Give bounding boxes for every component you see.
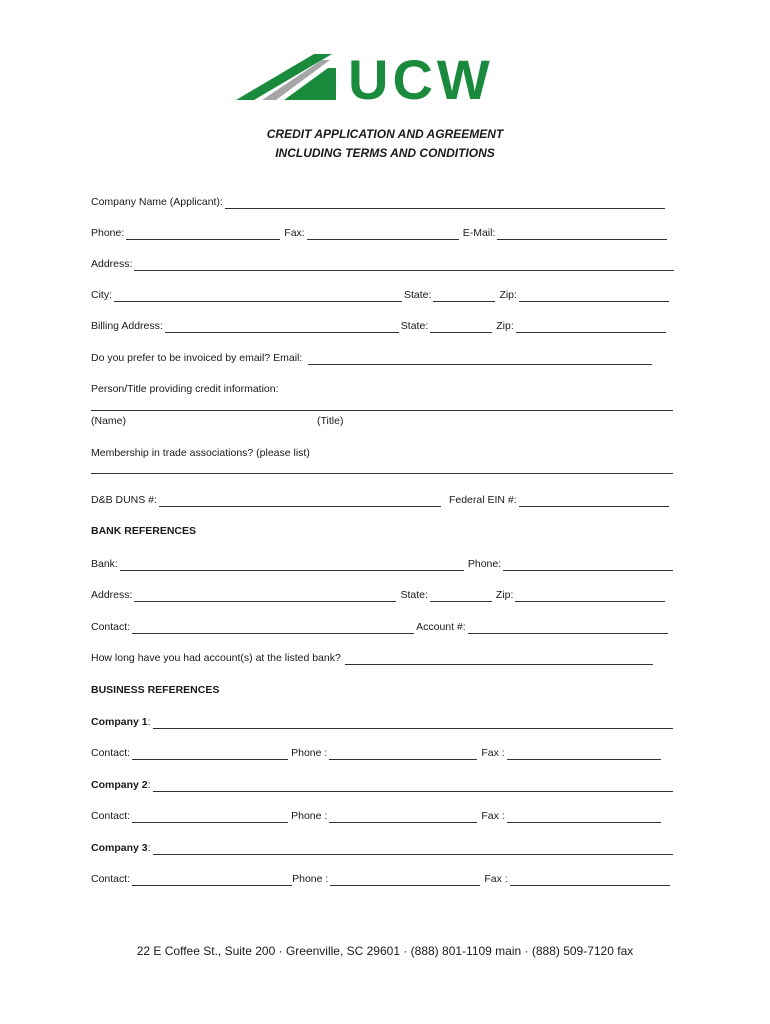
bank-field[interactable] <box>120 559 464 571</box>
bank-state-label: State: <box>400 589 428 601</box>
address-field[interactable] <box>134 259 674 271</box>
bank-contact-label: Contact: <box>91 621 131 633</box>
person-title-row <box>91 383 281 396</box>
form-title-line-2: INCLUDING TERMS AND CONDITIONS <box>275 146 495 160</box>
company-1-colon: : <box>147 716 151 728</box>
name-caption: (Name) <box>91 415 127 427</box>
company-3-contact-field[interactable] <box>132 874 292 886</box>
email-label: E-Mail: <box>462 227 496 239</box>
city-state-zip-row <box>91 289 669 302</box>
company-2-field[interactable] <box>153 780 673 792</box>
membership-row <box>91 447 312 460</box>
company-2-contact-label: Contact: <box>91 810 131 822</box>
company-2-phone-label: Phone : <box>291 810 328 822</box>
company-1-phone-field[interactable] <box>329 748 477 760</box>
company-1-row <box>91 716 673 729</box>
company-2-contact-field[interactable] <box>132 811 288 823</box>
address-label: Address: <box>91 258 133 270</box>
bank-how-long-field[interactable] <box>345 653 653 665</box>
bank-contact-field[interactable] <box>132 622 414 634</box>
invoice-email-row <box>91 352 652 365</box>
fax-field[interactable] <box>307 228 459 240</box>
bank-how-long-row <box>91 652 653 665</box>
ucw-logo <box>236 52 536 102</box>
state-field[interactable] <box>433 290 495 302</box>
company-3-phone-field[interactable] <box>330 874 480 886</box>
phone-label: Phone: <box>91 227 125 239</box>
billing-state-label: State: <box>400 320 429 332</box>
ein-field[interactable] <box>519 495 669 507</box>
company-1-label: Company 1 <box>91 716 148 728</box>
invoice-email-field[interactable] <box>308 353 652 365</box>
company-1-fax-field[interactable] <box>507 748 661 760</box>
bank-phone-field[interactable] <box>503 559 673 571</box>
membership-label: Membership in trade associations? (please list) <box>91 447 310 459</box>
bank-label: Bank: <box>91 558 118 570</box>
bank-phone-label: Phone: <box>467 558 502 570</box>
bank-zip-label: Zip: <box>495 589 514 601</box>
logo-text: UCW <box>348 52 494 102</box>
bank-contact-row <box>91 621 668 634</box>
duns-ein-row <box>91 494 669 507</box>
phone-fax-email-row <box>91 227 667 240</box>
form-title-line-1: CREDIT APPLICATION AND AGREEMENT <box>266 127 504 141</box>
company-3-field[interactable] <box>153 843 673 855</box>
company-3-colon: : <box>147 842 151 854</box>
billing-address-row <box>91 320 666 333</box>
title-caption: (Title) <box>317 415 344 427</box>
company-3-contact-label: Contact: <box>91 873 131 885</box>
bank-zip-field[interactable] <box>515 590 665 602</box>
phone-field[interactable] <box>126 228 280 240</box>
company-1-contact-field[interactable] <box>132 748 288 760</box>
bank-state-field[interactable] <box>430 590 492 602</box>
company-1-contact-label: Contact: <box>91 747 131 759</box>
company-1-fax-label: Fax : <box>481 747 505 759</box>
person-title-field[interactable] <box>91 410 673 411</box>
company-2-colon: : <box>147 779 151 791</box>
company-1-contact-row <box>91 747 661 760</box>
company-2-contact-row <box>91 810 661 823</box>
company-3-row <box>91 842 673 855</box>
company-3-contact-row <box>91 873 670 886</box>
bank-address-field[interactable] <box>134 590 396 602</box>
ein-label: Federal EIN #: <box>448 494 517 506</box>
company-3-label: Company 3 <box>91 842 148 854</box>
address-row <box>91 258 674 271</box>
billing-zip-field[interactable] <box>516 321 666 333</box>
company-3-phone-label: Phone : <box>292 873 329 885</box>
company-name-field[interactable] <box>225 197 665 209</box>
membership-field[interactable] <box>91 473 673 474</box>
bank-address-row <box>91 589 665 602</box>
company-2-row <box>91 779 673 792</box>
company-1-field[interactable] <box>153 717 673 729</box>
bank-address-label: Address: <box>91 589 133 601</box>
business-references-heading: BUSINESS REFERENCES <box>91 684 220 696</box>
bank-account-label: Account #: <box>416 621 466 633</box>
company-1-phone-label: Phone : <box>291 747 328 759</box>
bank-how-long-label: How long have you had account(s) at the listed bank? <box>91 652 341 664</box>
bank-phone-row <box>91 558 673 571</box>
invoice-email-label: Do you prefer to be invoiced by email? Email: <box>91 352 303 364</box>
fax-label: Fax: <box>284 227 305 239</box>
company-2-fax-field[interactable] <box>507 811 661 823</box>
zip-label: Zip: <box>499 289 517 301</box>
company-name-label: Company Name (Applicant): <box>91 196 223 208</box>
company-3-fax-field[interactable] <box>510 874 670 886</box>
company-name-row <box>91 196 665 209</box>
state-label: State: <box>404 289 432 301</box>
person-title-label: Person/Title providing credit information: <box>91 383 279 395</box>
company-2-phone-field[interactable] <box>329 811 477 823</box>
billing-zip-label: Zip: <box>496 320 514 332</box>
zip-field[interactable] <box>519 290 669 302</box>
duns-label: D&B DUNS #: <box>91 494 157 506</box>
email-field[interactable] <box>497 228 667 240</box>
bank-account-field[interactable] <box>468 622 668 634</box>
duns-field[interactable] <box>159 495 441 507</box>
company-2-fax-label: Fax : <box>481 810 505 822</box>
billing-address-label: Billing Address: <box>91 320 163 332</box>
billing-address-field[interactable] <box>165 321 399 333</box>
footer-contact-info: 22 E Coffee St., Suite 200 · Greenville, SC 29601 · (888) 801-1109 main · (888) 509-7120 fax <box>136 944 634 958</box>
billing-state-field[interactable] <box>430 321 492 333</box>
company-3-fax-label: Fax : <box>484 873 508 885</box>
company-2-label: Company 2 <box>91 779 148 791</box>
city-label: City: <box>91 289 112 301</box>
bank-references-heading: BANK REFERENCES <box>91 525 197 537</box>
city-field[interactable] <box>114 290 402 302</box>
